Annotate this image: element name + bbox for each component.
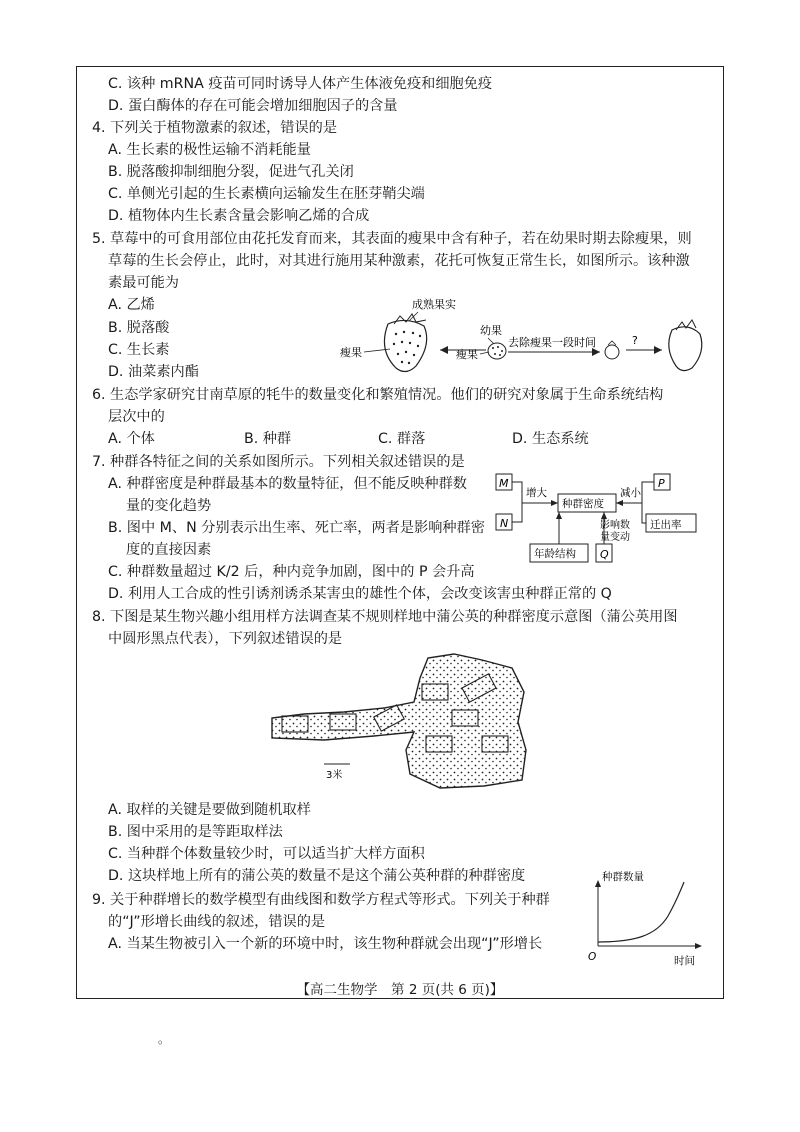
q9-option-a: A. 当某生物被引入一个新的环境中时，该生物种群就会出现“J”形增长 — [108, 936, 543, 952]
q5-option-a: A. 乙烯 — [108, 297, 155, 313]
fig7-emigration: 迁出率 — [650, 519, 682, 531]
fig5-achene-mid: 瘦果 — [456, 348, 478, 361]
page-footer: 【高二生物学 第 2 页(共 6 页)】 — [296, 982, 504, 998]
q7-option-b-2: 度的直接因素 — [126, 542, 212, 558]
q5-stem-3: 素最可能为 — [108, 275, 179, 291]
q8-stem-2: 中圆形黑点代表），下列叙述错误的是 — [108, 631, 343, 647]
fig7-age: 年龄结构 — [534, 548, 576, 560]
q6-option-d: D. 生态系统 — [512, 431, 589, 447]
stray-mark: 。 — [158, 1032, 171, 1046]
quadrat-sampling-map — [264, 652, 540, 796]
q4-stem: 4. 下列关于植物激素的叙述，错误的是 — [92, 120, 338, 136]
q4-option-b: B. 脱落酸抑制细胞分裂，促进气孔关闭 — [108, 164, 354, 180]
q6-option-b: B. 种群 — [244, 431, 292, 447]
strawberry-figure — [336, 294, 716, 380]
q5-stem-2: 草莓的生长会停止，此时，对其进行施用某种激素，花托可恢复正常生长，如图所示。该种激 — [108, 253, 690, 269]
q7-option-d: D. 利用人工合成的性引诱剂诱杀某害虫的雄性个体，会改变该害虫种群正常的 Q — [108, 586, 612, 602]
fig7-influence-1: 影响数 — [600, 520, 630, 531]
q4-option-c: C. 单侧光引起的生长素横向运输发生在胚芽鞘尖端 — [108, 186, 425, 202]
q8-option-c: C. 当种群个体数量较少时，可以适当扩大样方面积 — [108, 846, 425, 862]
q7-option-b-1: B. 图中 M、N 分别表示出生率、死亡率，两者是影响种群密 — [108, 520, 485, 536]
q9-stem-2: 的“J”形增长曲线的叙述，错误的是 — [108, 914, 326, 930]
q8-option-d: D. 这块样地上所有的蒲公英的数量不是这个蒲公英种群的种群密度 — [108, 868, 526, 884]
fig8-scale: 3米 — [326, 770, 343, 781]
q5-option-b: B. 脱落酸 — [108, 320, 170, 336]
fig7-decrease: 减小 — [620, 487, 641, 499]
fig9-xlabel: 时间 — [674, 955, 695, 967]
fig5-remove-label: 去除瘦果一段时间 — [508, 336, 596, 349]
q8-option-b: B. 图中采用的是等距取样法 — [108, 824, 283, 840]
fig5-achene-left: 瘦果 — [340, 346, 362, 359]
j-curve-graph — [584, 868, 708, 968]
fig7-density: 种群密度 — [562, 498, 604, 510]
fig5-young-label: 幼果 — [480, 324, 502, 337]
q3-option-d: D. 蛋白酶体的存在可能会增加细胞因子的含量 — [108, 98, 398, 114]
fig7-n: N — [500, 517, 509, 530]
q6-stem-2: 层次中的 — [108, 409, 165, 425]
population-feature-diagram — [494, 470, 708, 566]
q3-option-c: C. 该种 mRNA 疫苗可同时诱导人体产生体液免疫和细胞免疫 — [108, 76, 493, 92]
q5-option-c: C. 生长素 — [108, 342, 170, 358]
fig7-influence-2: 量变动 — [600, 532, 630, 543]
fig5-question: ? — [632, 334, 638, 347]
q5-option-d: D. 油菜素内酯 — [108, 364, 199, 380]
fig7-increase: 增大 — [526, 487, 547, 499]
q8-option-a: A. 取样的关键是要做到随机取样 — [108, 802, 311, 818]
q4-option-a: A. 生长素的极性运输不消耗能量 — [108, 142, 311, 158]
q7-option-a-2: 量的变化趋势 — [126, 498, 212, 514]
fig5-mature-label: 成熟果实 — [412, 298, 456, 311]
q6-option-a: A. 个体 — [108, 431, 155, 447]
q7-option-a-1: A. 种群密度是种群最基本的数量特征，但不能反映种群数 — [108, 476, 467, 492]
fig7-p: P — [658, 477, 665, 490]
fig7-m: M — [499, 477, 509, 490]
q8-stem-1: 8. 下图是某生物兴趣小组用样方法调查某不规则样地中蒲公英的种群密度示意图（蒲公英用图 — [92, 609, 678, 625]
fig7-q: Q — [600, 548, 609, 561]
q4-option-d: D. 植物体内生长素含量会影响乙烯的合成 — [108, 208, 370, 224]
q6-option-c: C. 群落 — [378, 431, 426, 447]
fig9-origin: O — [588, 951, 597, 963]
q5-stem-1: 5. 草莓中的可食用部位由花托发育而来，其表面的瘦果中含有种子，若在幼果时期去除瘦果，则 — [92, 231, 692, 247]
fig9-ylabel: 种群数量 — [602, 871, 644, 883]
q7-stem: 7. 种群各特征之间的关系如图所示。下列相关叙述错误的是 — [92, 454, 465, 470]
q7-option-c: C. 种群数量超过 K/2 后，种内竞争加剧，图中的 P 会升高 — [108, 564, 475, 580]
q9-stem-1: 9. 关于种群增长的数学模型有曲线图和数学方程式等形式。下列关于种群 — [92, 892, 550, 908]
q6-stem-1: 6. 生态学家研究甘南草原的牦牛的数量变化和繁殖情况。他们的研究对象属于生命系统结构 — [92, 387, 664, 403]
